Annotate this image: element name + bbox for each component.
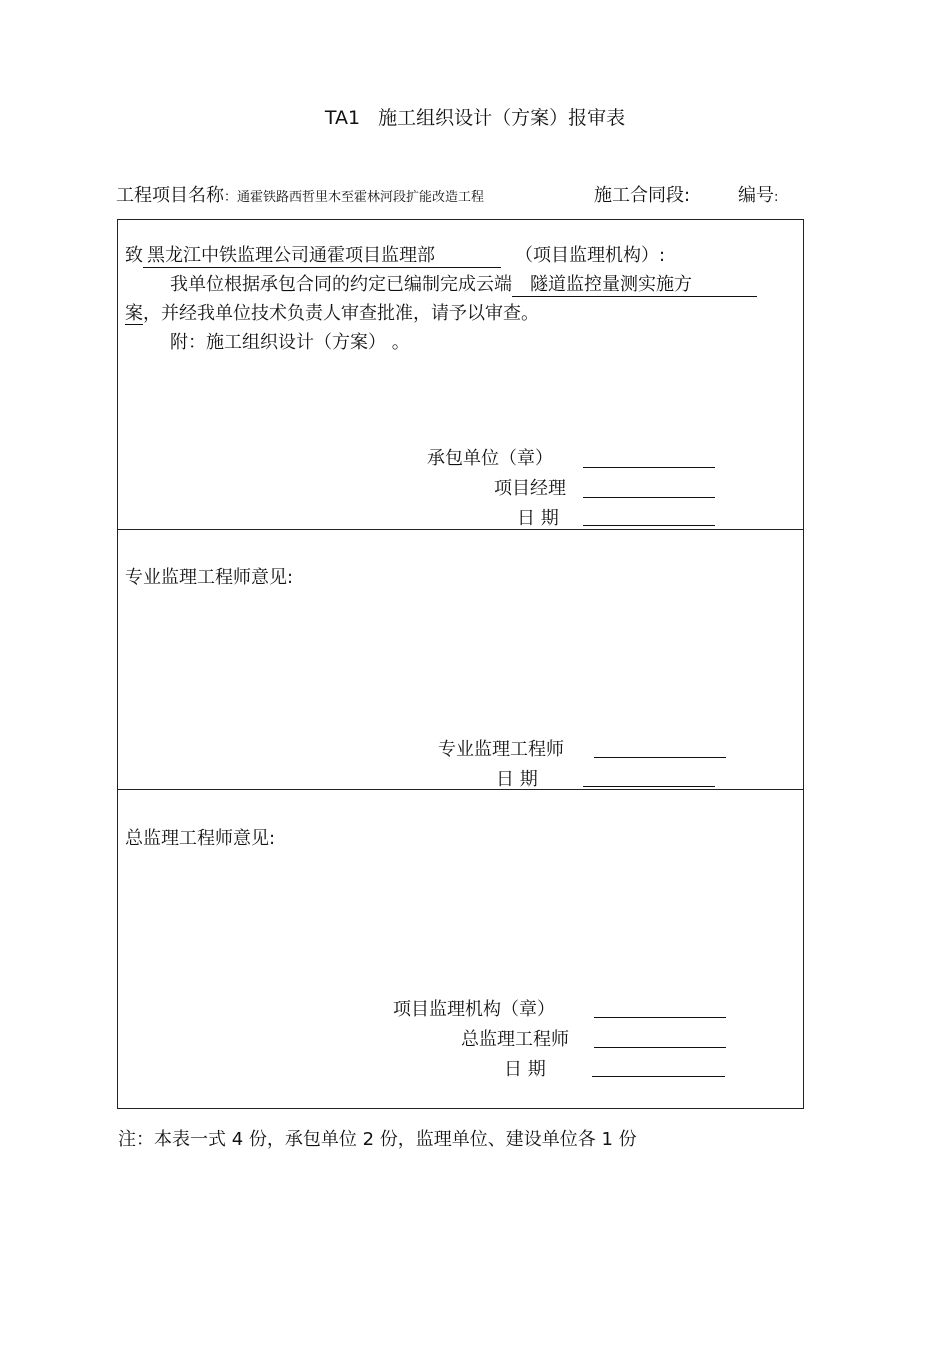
specialist-engineer-line[interactable]	[594, 757, 726, 758]
submission-line-2	[125, 299, 539, 325]
project-name-field	[116, 181, 484, 207]
addressee-suffix: （项目监理机构）:	[515, 245, 666, 266]
date-line-1[interactable]	[583, 525, 715, 526]
section-divider-2	[117, 789, 804, 790]
number-colon: :	[774, 190, 779, 205]
form-title-text: 施工组织设计（方案）报审表	[378, 107, 626, 129]
chief-opinion-heading: 总监理工程师意见:	[125, 828, 276, 849]
addressee-line	[125, 241, 665, 268]
date-line-2[interactable]	[583, 786, 715, 787]
date-line-3[interactable]	[592, 1076, 725, 1077]
form-title	[0, 103, 950, 130]
specialist-opinion-heading: 专业监理工程师意见:	[125, 567, 294, 588]
specialist-engineer-label: 专业监理工程师	[438, 739, 564, 760]
number-field	[738, 181, 778, 207]
date-label-1: 日 期	[517, 508, 559, 529]
addressee-name: 黑龙江中铁监理公司通霍项目监理部	[143, 241, 501, 268]
section-divider-1	[117, 529, 804, 530]
project-name-value: ：通霍铁路西哲里木至霍林河段扩能改造工程	[224, 190, 485, 205]
plan-name-part-2: 案	[125, 303, 143, 324]
project-manager-label: 项目经理	[494, 478, 566, 499]
addressee-prefix: 致	[125, 245, 143, 266]
date-label-3: 日 期	[504, 1059, 546, 1080]
supervision-org-seal-line[interactable]	[594, 1017, 726, 1018]
chief-engineer-label: 总监理工程师	[461, 1029, 569, 1050]
number-label: 编号	[738, 185, 774, 206]
supervision-org-seal-label: 项目监理机构（章）	[393, 999, 555, 1020]
chief-engineer-line[interactable]	[594, 1047, 726, 1048]
project-manager-line[interactable]	[583, 497, 715, 498]
date-label-2: 日 期	[496, 769, 538, 790]
submission-line-1	[170, 270, 757, 297]
plan-name-part-1: 隧道监控量测实施方	[512, 270, 757, 297]
contractor-seal-line[interactable]	[583, 467, 715, 468]
form-code: TA1	[324, 107, 361, 129]
project-name-label: 工程项目名称	[116, 185, 224, 206]
contractor-seal-label: 承包单位（章）	[427, 448, 553, 469]
submission-text-start: 我单位根据承包合同的约定已编制完成云端	[170, 274, 512, 295]
attachment-line: 附：施工组织设计（方案） 。	[170, 332, 410, 353]
copies-note: 注：本表一式 4 份，承包单位 2 份，监理单位、建设单位各 1 份	[118, 1129, 637, 1150]
contract-section-label: 施工合同段:	[594, 185, 691, 206]
submission-text-end: ，并经我单位技术负责人审查批准，请予以审查。	[143, 303, 539, 324]
